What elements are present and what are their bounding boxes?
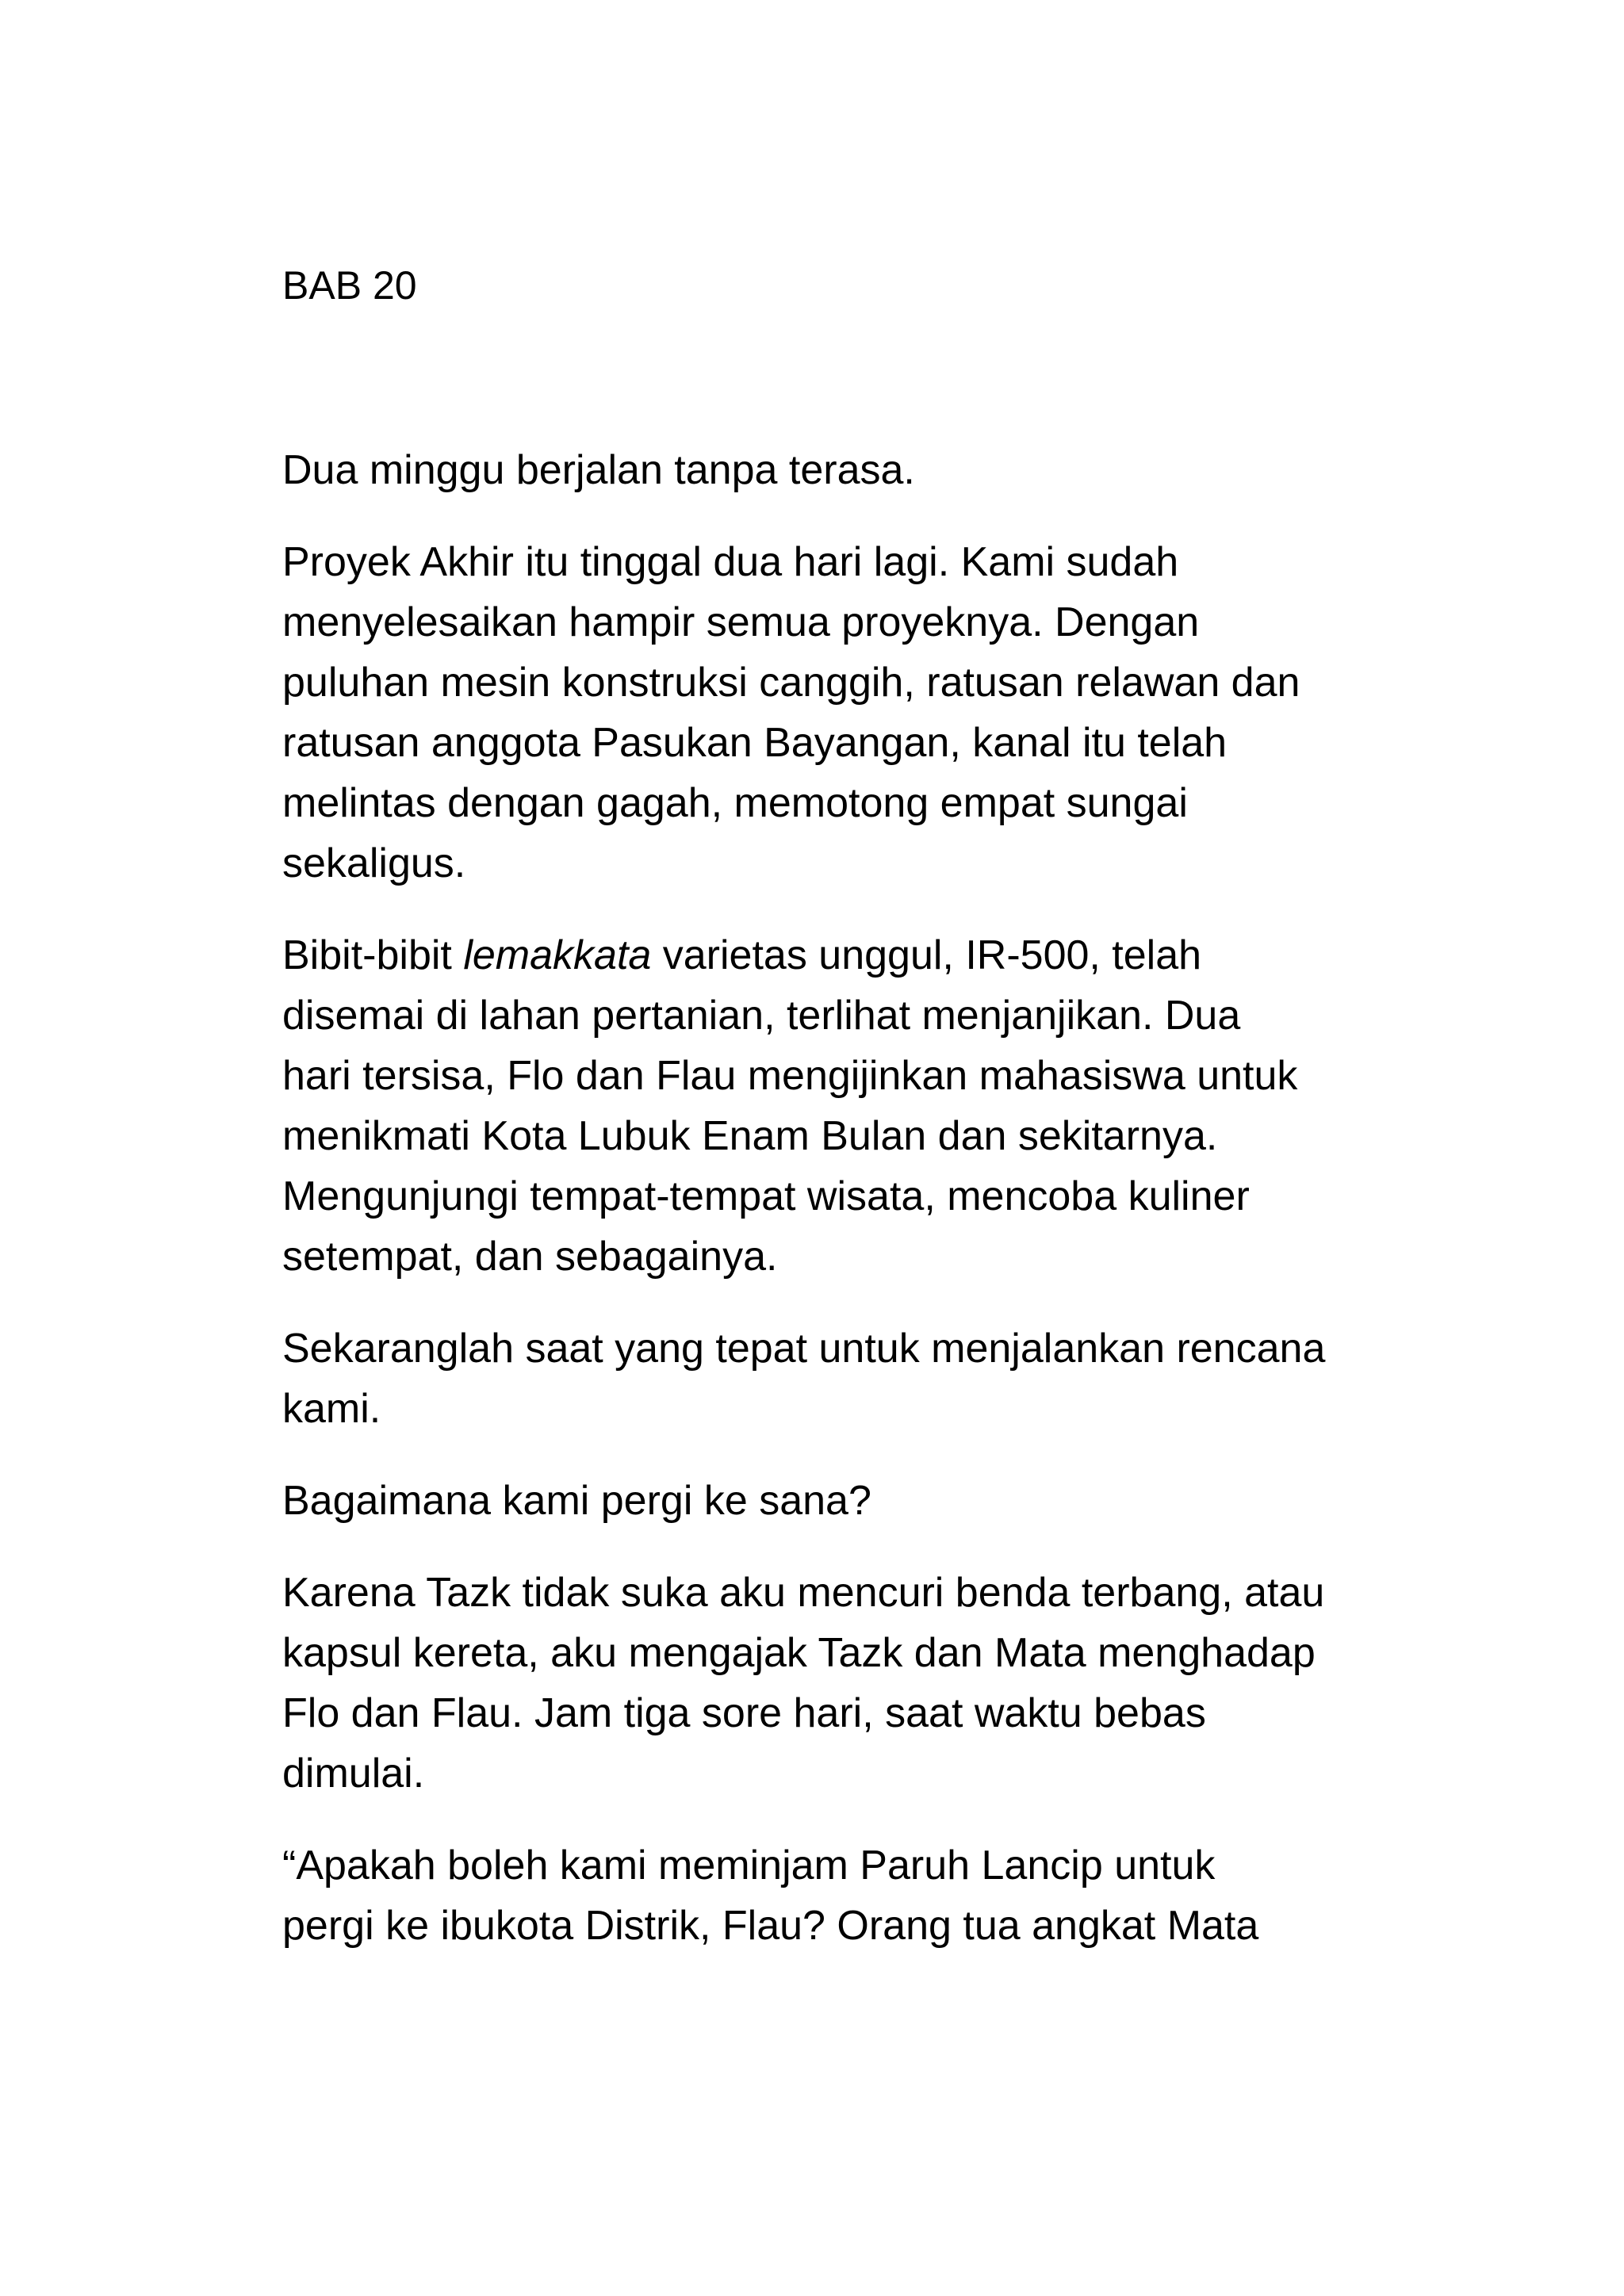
text-line: sekaligus. [282,840,466,886]
text-line: menyelesaikan hampir semua proyeknya. Dengan [282,599,1200,645]
text-line: hari tersisa, Flo dan Flau mengijinkan mahasiswa untuk [282,1053,1298,1099]
text-line: Flo dan Flau. Jam tiga sore hari, saat waktu bebas [282,1690,1206,1736]
text-line: Proyek Akhir itu tinggal dua hari lagi. Kami sudah [282,539,1179,585]
text-line: setempat, dan sebagainya. [282,1234,778,1280]
paragraph-5 [282,1471,1385,1531]
paragraph-2 [282,532,1385,894]
text-line: dimulai. [282,1751,425,1797]
text-line: disemai di lahan pertanian, terlihat menjanjikan. Dua [282,993,1241,1039]
text-line: “Apakah boleh kami meminjam Paruh Lancip untuk [282,1843,1216,1888]
chapter-title: BAB 20 [282,263,417,308]
paragraph-1 [282,440,1385,500]
text-line: Mengunjungi tempat-tempat wisata, mencoba kuliner [282,1173,1250,1219]
text-line [282,925,1385,985]
text-line: menikmati Kota Lubuk Enam Bulan dan sekitarnya. [282,1113,1218,1159]
paragraph-4 [282,1318,1385,1439]
text-line: puluhan mesin konstruksi canggih, ratusan relawan dan [282,660,1300,706]
italic-term: lemakkata [463,932,652,978]
text-span: varietas unggul, IR-500, telah [651,932,1202,978]
text-line: Karena Tazk tidak suka aku mencuri benda terbang, atau [282,1570,1325,1616]
text-line: Sekaranglah saat yang tepat untuk menjalankan rencana [282,1326,1326,1372]
text-line: melintas dengan gagah, memotong empat sungai [282,780,1188,826]
text-line: Bagaimana kami pergi ke sana? [282,1478,871,1524]
text-line: pergi ke ibukota Distrik, Flau? Orang tua angkat Mata [282,1903,1259,1949]
paragraph-6 [282,1563,1385,1804]
paragraph-7 [282,1835,1385,1956]
paragraph-3 [282,925,1385,1287]
body-text [282,440,1385,1988]
text-line: Dua minggu berjalan tanpa terasa. [282,447,915,493]
text-line: kapsul kereta, aku mengajak Tazk dan Mata menghadap [282,1630,1316,1676]
text-line: ratusan anggota Pasukan Bayangan, kanal itu telah [282,720,1228,766]
text-span: Bibit-bibit [282,932,464,978]
text-line: kami. [282,1386,381,1432]
